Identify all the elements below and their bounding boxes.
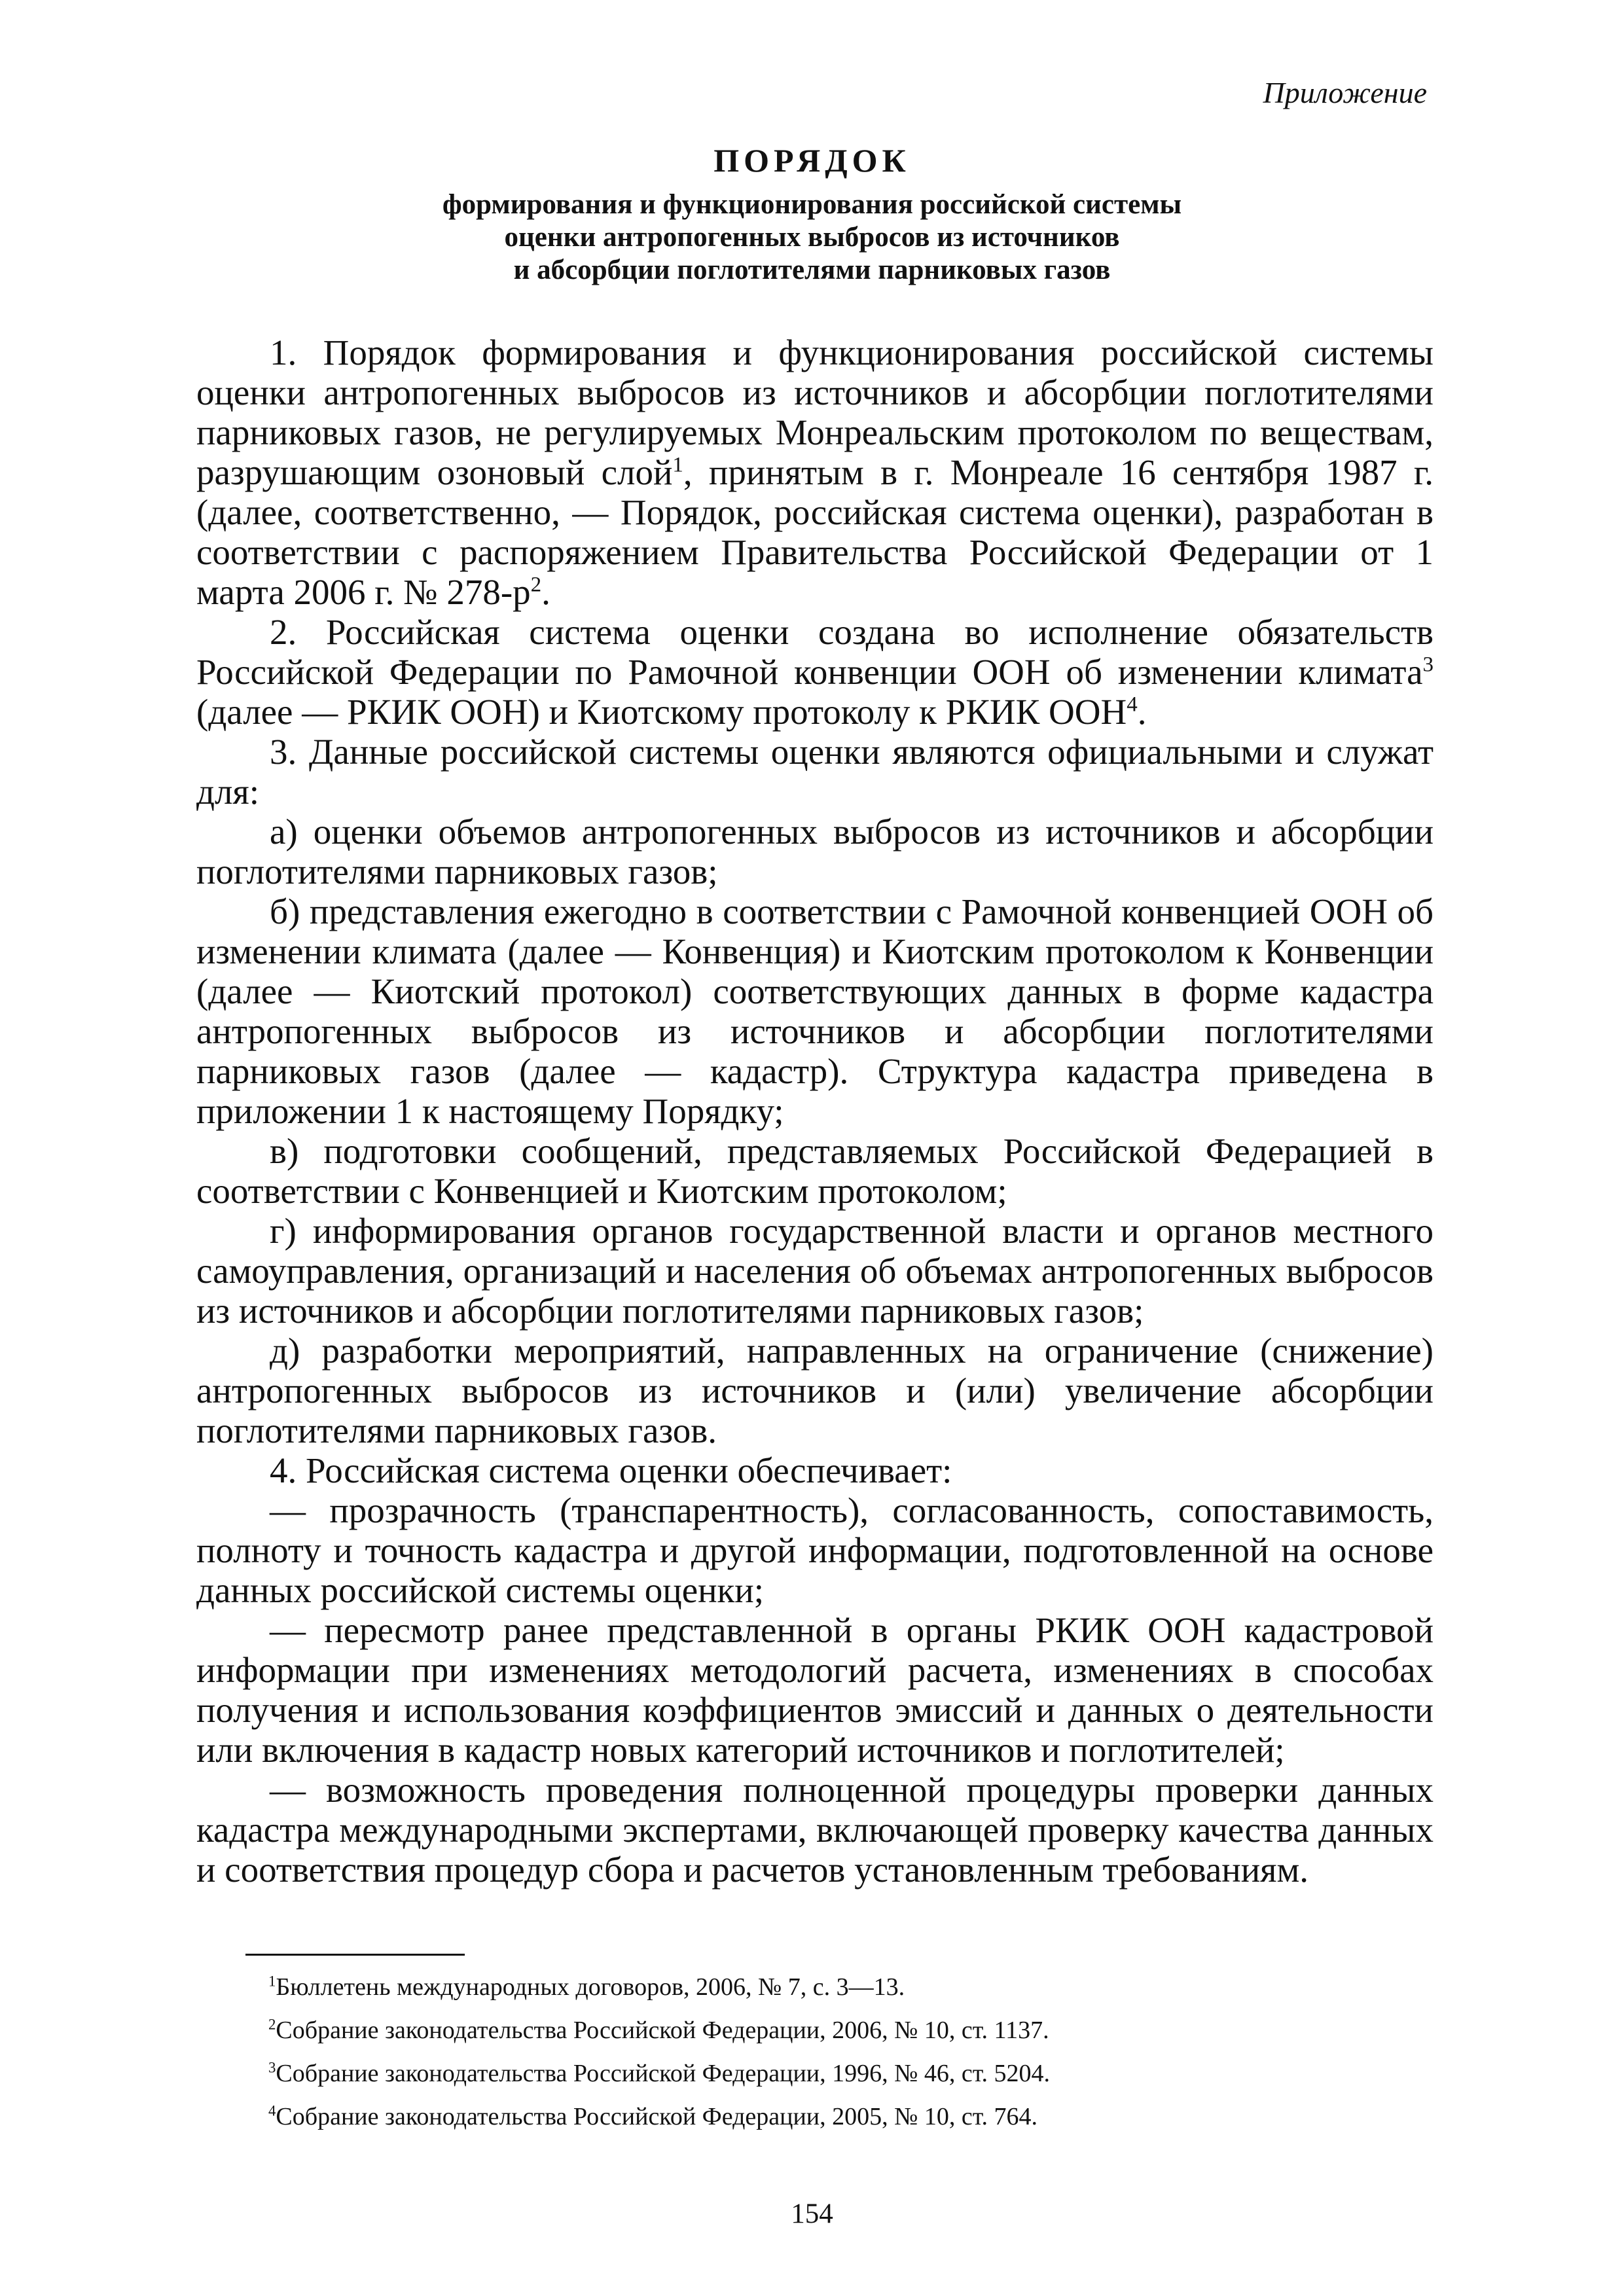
- subtitle-line: и абсорбции поглотителями парниковых газов: [513, 255, 1111, 285]
- footnote-text: Собрание законодательства Российской Федерации, 1996, № 46, ст. 5204.: [276, 2060, 1051, 2087]
- paragraph-text: .: [541, 572, 550, 612]
- footnote-ref: 2: [530, 573, 542, 597]
- list-item-a: а) оценки объемов антропогенных выбросов из источников и абсорбции поглотителями парниковых газов;: [196, 812, 1434, 891]
- footnote-ref: 1: [672, 453, 683, 477]
- document-subtitle: [0, 188, 1624, 287]
- footnote-ref: 4: [1127, 692, 1138, 717]
- footnote-3: [268, 2052, 1381, 2095]
- paragraph-2: [196, 612, 1434, 732]
- dash-item-3: — возможность проведения полноценной процедуры проверки данных кадастра международными экспертами, включающей проверку качества данных и соответствия процедур сбора и расчетов установленным требованиям.: [196, 1770, 1434, 1890]
- list-item-d: д) разработки мероприятий, направленных на ограничение (снижение) антропогенных выбросов из источников и (или) увеличение абсорбции поглотителями парниковых газов.: [196, 1331, 1434, 1450]
- footnote-ref: 3: [1422, 653, 1434, 677]
- paragraph-3: 3. Данные российской системы оценки являются официальными и служат для:: [196, 732, 1434, 812]
- footnote-text: Собрание законодательства Российской Федерации, 2005, № 10, ст. 764.: [276, 2103, 1038, 2130]
- footnote-1: [268, 1965, 1381, 2009]
- list-item-b: б) представления ежегодно в соответствии с Рамочной конвенцией ООН об изменении климата (далее — Конвенция) и Киотским протоколом к Конвенции (далее — Киотский протокол) соответствующих данных в форме кадастра антропогенных выбросов из источников и абсорбции поглотителями парниковых газов (далее — кадастр). Структура кадастра приведена в приложении 1 к настоящему Порядку;: [196, 891, 1434, 1131]
- document-title: ПОРЯДОК: [713, 142, 911, 179]
- paragraph-text: .: [1137, 692, 1147, 732]
- paragraph-text: 2. Российская система оценки создана во исполнение обязательств Российской Федерации по Рамочной конвенции ООН об изменении климата: [196, 612, 1434, 692]
- list-item-g: г) информирования органов государственной власти и органов местного самоуправления, организаций и населения об объемах антропогенных выбросов из источников и абсорбции поглотителями парниковых газов;: [196, 1211, 1434, 1331]
- footnote-divider: [245, 1954, 465, 1956]
- subtitle-line: формирования и функционирования российской системы: [442, 189, 1182, 220]
- dash-item-1: — прозрачность (транспарентность), согласованность, сопоставимость, полноту и точность кадастра и другой информации, подготовленной на основе данных российской системы оценки;: [196, 1490, 1434, 1610]
- appendix-label: Приложение: [1263, 76, 1427, 109]
- document-body: [196, 332, 1434, 1890]
- footnotes: [268, 1965, 1381, 2138]
- paragraph-4: 4. Российская система оценки обеспечивает:: [270, 1450, 952, 1490]
- footnote-text: Бюллетень международных договоров, 2006, № 7, с. 3—13.: [276, 1973, 905, 2001]
- subtitle-line: оценки антропогенных выбросов из источников: [504, 222, 1120, 253]
- footnote-mark: 1: [268, 1973, 276, 1990]
- footnote-4: [268, 2095, 1381, 2138]
- dash-item-2: — пересмотр ранее представленной в органы РКИК ООН кадастровой информации при изменениях методологий расчета, изменениях в способах получения и использования коэффициентов эмиссий и данных о деятельности или включения в кадастр новых категорий источников и поглотителей;: [196, 1610, 1434, 1770]
- footnote-mark: 3: [268, 2059, 276, 2076]
- list-item-v: в) подготовки сообщений, представляемых Российской Федерацией в соответствии с Конвенцией и Киотским протоколом;: [196, 1131, 1434, 1211]
- paragraph-text: 1. Порядок формирования и функционирования российской системы оценки антропогенных выбросов из источников и абсорбции поглотителями парниковых газов, не регулируемых Монреальским протоколом по веществам, разрушающим озоновый слой: [196, 332, 1434, 492]
- page-number: 154: [791, 2198, 833, 2229]
- footnote-mark: 2: [268, 2016, 276, 2033]
- paragraph-1: [196, 332, 1434, 612]
- paragraph-text: , принятым в г. Монреале 16 сентября 1987 г. (далее, соответственно, — Порядок, российская система оценки), разработан в соответствии с распоряжением Правительства Российской Федерации от 1 марта 2006 г. № 278-р: [196, 452, 1434, 612]
- footnote-2: [268, 2009, 1381, 2052]
- footnote-mark: 4: [268, 2102, 276, 2119]
- paragraph-text: (далее — РКИК ООН) и Киотскому протоколу к РКИК ООН: [196, 692, 1127, 732]
- footnote-text: Собрание законодательства Российской Федерации, 2006, № 10, ст. 1137.: [276, 2017, 1049, 2044]
